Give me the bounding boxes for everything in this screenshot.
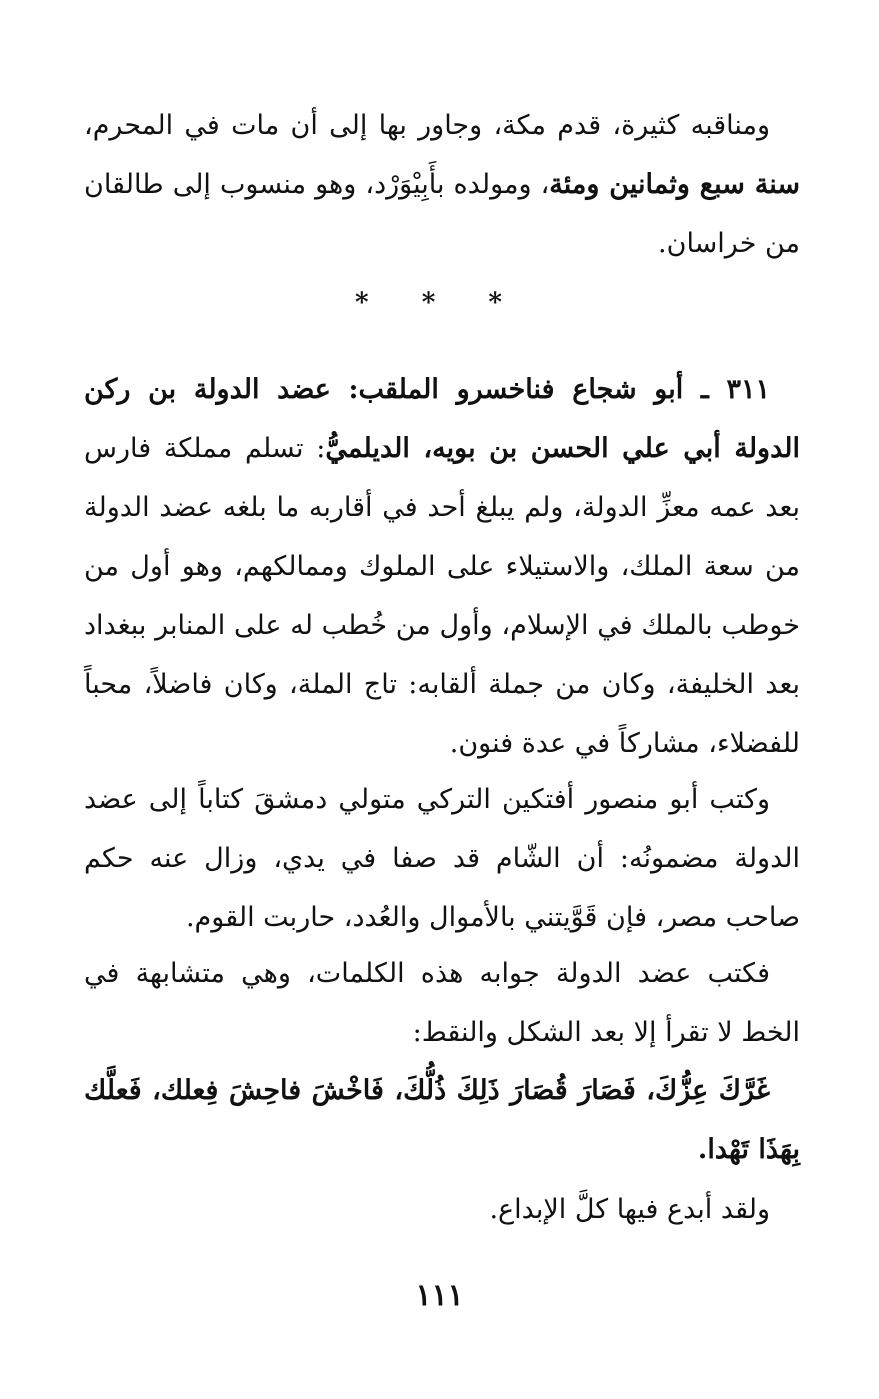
- section-ornament: * * *: [355, 288, 524, 318]
- paragraph-1: [84, 96, 800, 273]
- entry-311-body: : تسلم مملكة فارس بعد عمه معزِّ الدولة، ولم يبلغ أحد في أقاربه ما بلغه عضد الدولة من سعة الملك، والاستيلاء على الملوك وممالكهم، وهو أول من خوطب بالملك في الإسلام، وأول من خُطب له على المنابر ببغداد بعد الخليفة، وكان من جملة ألقابه: تاج الملة، وكان فاضلاً، محباً للفضلاء، مشاركاً في عدة فنون.: [84, 433, 800, 759]
- paragraph-6: [84, 1180, 800, 1239]
- paragraph-3: [84, 770, 800, 947]
- paragraph-5: [84, 1061, 800, 1179]
- paragraph-3-text: وكتب أبو منصور أفتكين التركي متولي دمشقَ كتاباً إلى عضد الدولة مضمونُه: أن الشّام قد صفا في يدي، وزال عنه حكم صاحب مصر، فإن قَوَّيتني بالأموال والعُدد، حاربت القوم.: [84, 784, 800, 933]
- paragraph-6-text: ولقد أبدع فيها كلَّ الإبداع.: [489, 1194, 770, 1225]
- paragraph-4-text: فكتب عضد الدولة جوابه هذه الكلمات، وهي متشابهة في الخط لا تقرأ إلا بعد الشكل والنقط:: [84, 958, 800, 1048]
- death-year: سنة سبع وثمانين ومئة: [549, 169, 800, 200]
- paragraph-5-text: غَرَّكَ عِزُّكَ، فَصَارَ قُصَارَ ذَلِكَ ذُلُّكَ، فَاخْشَ فاحِشَ فِعلك، فَعلَّك بِهَذَا تَهْدا.: [84, 1075, 800, 1165]
- page-number: ١١١: [415, 1278, 464, 1313]
- paragraph-1-part1: ومناقبه كثيرة، قدم مكة، وجاور بها إلى أن مات في المحرم،: [84, 110, 770, 141]
- paragraph-1-text: [84, 96, 800, 273]
- entry-311-text: [84, 360, 800, 773]
- entry-311: [84, 360, 800, 773]
- paragraph-1-part3: ، ومولده بأَبِيْوَرْد، وهو منسوب إلى طالقان من خراسان.: [84, 169, 800, 259]
- paragraph-4: [84, 944, 800, 1062]
- entry-311-heading: ٣١١ ـ أبو شجاع فناخسرو الملقب: عضد الدولة بن ركن الدولة أبي علي الحسن بن بويه، الديلميُّ: [84, 374, 800, 464]
